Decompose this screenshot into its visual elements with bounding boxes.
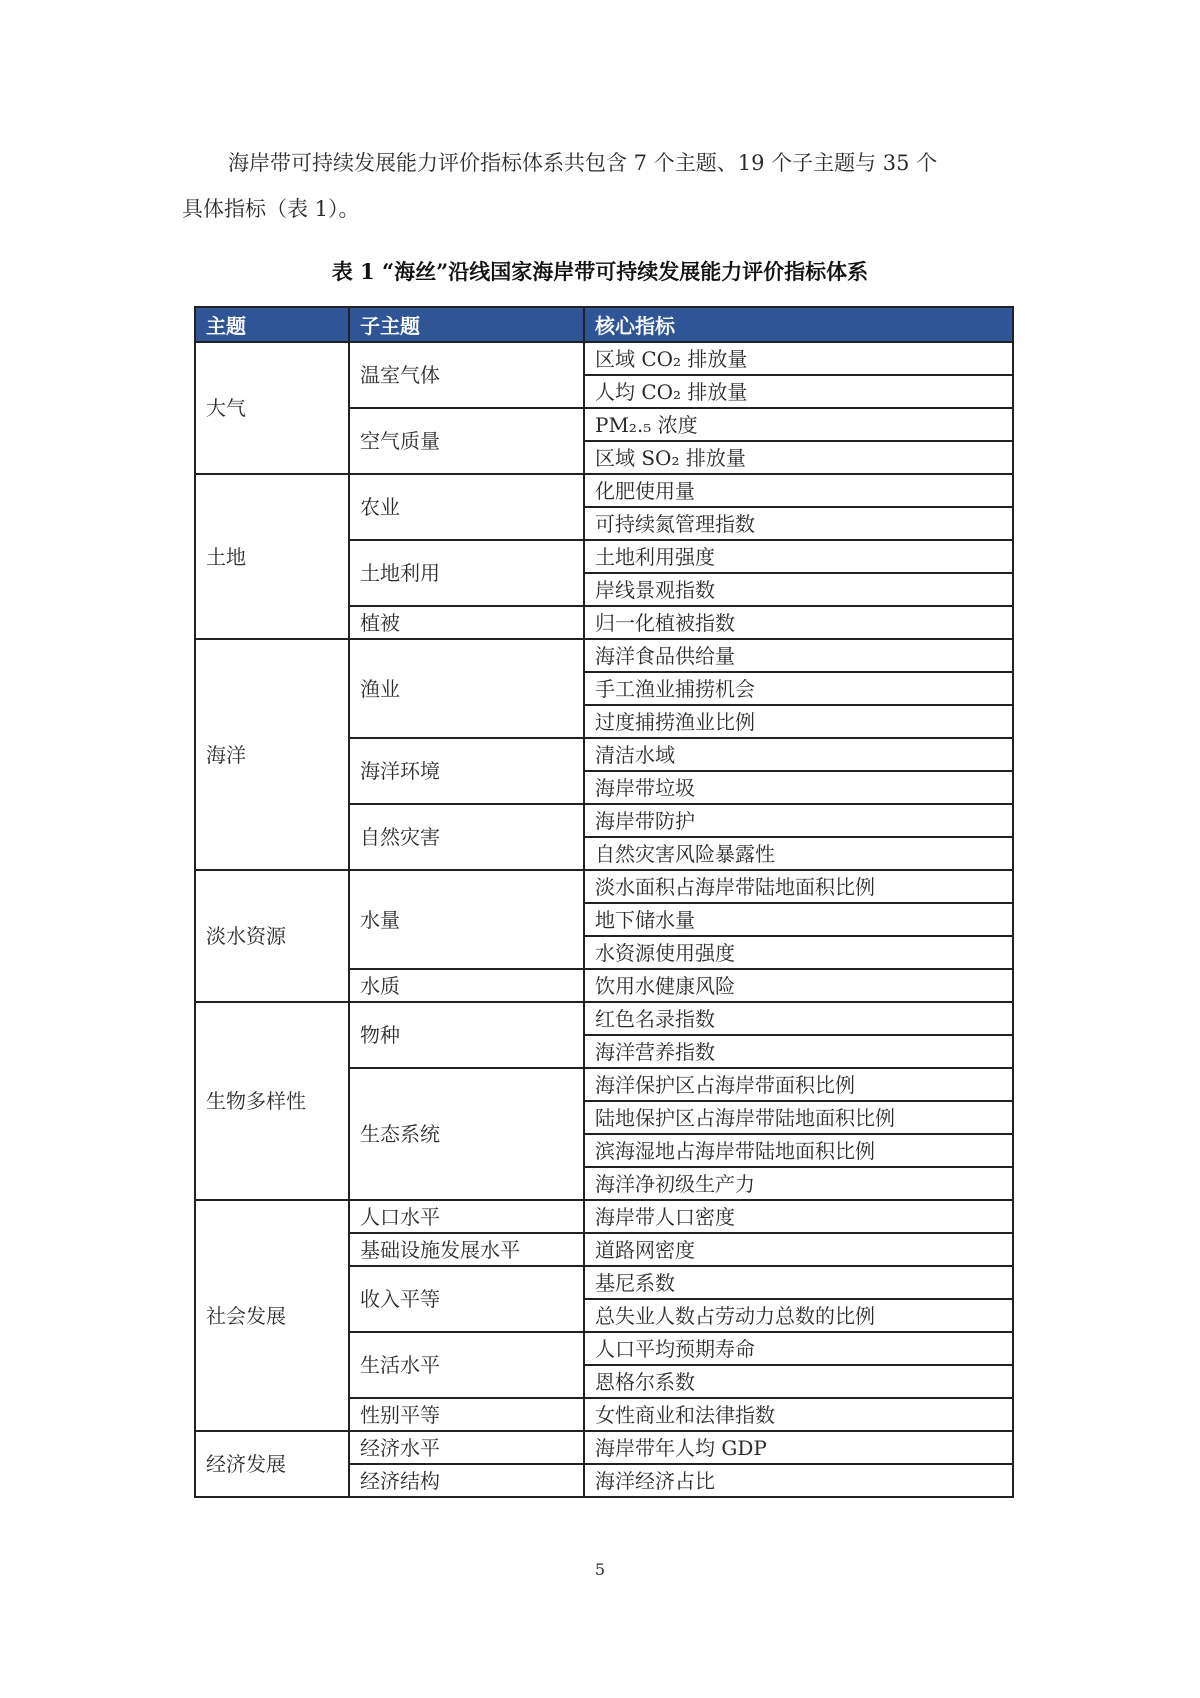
- indicator-cell: 海洋净初级生产力: [584, 1167, 1013, 1200]
- table-caption: 表 1 “海丝”沿线国家海岸带可持续发展能力评价指标体系: [331, 259, 869, 284]
- indicator-cell: 归一化植被指数: [584, 606, 1013, 639]
- table-header-row: [195, 307, 1013, 342]
- indicator-cell: 清洁水域: [584, 738, 1013, 771]
- subtheme-cell: 经济水平: [349, 1431, 584, 1464]
- paragraph-text-2: 具体指标（表 1）。: [182, 197, 360, 221]
- indicator-cell: 海岸带年人均 GDP: [584, 1431, 1013, 1464]
- indicator-cell: 陆地保护区占海岸带陆地面积比例: [584, 1101, 1013, 1134]
- subtheme-cell: 自然灾害: [349, 804, 584, 870]
- header-subtheme: 子主题: [349, 307, 584, 342]
- table-row: [195, 474, 1013, 507]
- indicator-cell: 地下储水量: [584, 903, 1013, 936]
- indicator-cell: 恩格尔系数: [584, 1365, 1013, 1398]
- theme-cell: 社会发展: [195, 1200, 349, 1431]
- indicator-cell: 区域 CO₂ 排放量: [584, 342, 1013, 375]
- theme-cell: 海洋: [195, 639, 349, 870]
- indicator-cell: 岸线景观指数: [584, 573, 1013, 606]
- indicator-cell: 自然灾害风险暴露性: [584, 837, 1013, 870]
- theme-cell: 大气: [195, 342, 349, 474]
- subtheme-cell: 植被: [349, 606, 584, 639]
- indicator-cell: 总失业人数占劳动力总数的比例: [584, 1299, 1013, 1332]
- theme-cell: 淡水资源: [195, 870, 349, 1002]
- indicator-cell: 人均 CO₂ 排放量: [584, 375, 1013, 408]
- subtheme-cell: 经济结构: [349, 1464, 584, 1497]
- indicator-cell: 土地利用强度: [584, 540, 1013, 573]
- indicator-cell: 女性商业和法律指数: [584, 1398, 1013, 1431]
- subtheme-cell: 人口水平: [349, 1200, 584, 1233]
- indicator-cell: PM₂.₅ 浓度: [584, 408, 1013, 441]
- indicator-cell: 海洋营养指数: [584, 1035, 1013, 1068]
- subtheme-cell: 物种: [349, 1002, 584, 1068]
- page-number: 5: [594, 1560, 606, 1579]
- indicator-cell: 过度捕捞渔业比例: [584, 705, 1013, 738]
- subtheme-cell: 土地利用: [349, 540, 584, 606]
- subtheme-cell: 空气质量: [349, 408, 584, 474]
- paragraph-text-1: 海岸带可持续发展能力评价指标体系共包含 7 个主题、19 个子主题与 35 个: [228, 151, 938, 175]
- table-row: [195, 639, 1013, 672]
- indicator-cell: 水资源使用强度: [584, 936, 1013, 969]
- indicator-table: [194, 306, 1014, 1498]
- indicator-cell: 海岸带垃圾: [584, 771, 1013, 804]
- indicator-cell: 红色名录指数: [584, 1002, 1013, 1035]
- subtheme-cell: 生活水平: [349, 1332, 584, 1398]
- body-paragraph-line-2: [182, 186, 1032, 232]
- indicator-cell: 海洋经济占比: [584, 1464, 1013, 1497]
- subtheme-cell: 水量: [349, 870, 584, 969]
- table-row: [195, 1002, 1013, 1035]
- table-body: [195, 342, 1013, 1497]
- subtheme-cell: 收入平等: [349, 1266, 584, 1332]
- indicator-cell: 淡水面积占海岸带陆地面积比例: [584, 870, 1013, 903]
- theme-cell: 土地: [195, 474, 349, 639]
- table-row: [195, 870, 1013, 903]
- indicator-cell: 道路网密度: [584, 1233, 1013, 1266]
- table-row: [195, 1200, 1013, 1233]
- table-row: [195, 342, 1013, 375]
- header-indicator: 核心指标: [584, 307, 1013, 342]
- indicator-cell: 滨海湿地占海岸带陆地面积比例: [584, 1134, 1013, 1167]
- subtheme-cell: 水质: [349, 969, 584, 1002]
- table-row: [195, 1431, 1013, 1464]
- indicator-cell: 手工渔业捕捞机会: [584, 672, 1013, 705]
- indicator-cell: 基尼系数: [584, 1266, 1013, 1299]
- indicator-cell: 区域 SO₂ 排放量: [584, 441, 1013, 474]
- subtheme-cell: 基础设施发展水平: [349, 1233, 584, 1266]
- indicator-cell: 海洋食品供给量: [584, 639, 1013, 672]
- subtheme-cell: 生态系统: [349, 1068, 584, 1200]
- subtheme-cell: 海洋环境: [349, 738, 584, 804]
- body-paragraph-line-1: [182, 140, 1032, 186]
- subtheme-cell: 性别平等: [349, 1398, 584, 1431]
- subtheme-cell: 温室气体: [349, 342, 584, 408]
- indicator-cell: 海洋保护区占海岸带面积比例: [584, 1068, 1013, 1101]
- indicator-cell: 人口平均预期寿命: [584, 1332, 1013, 1365]
- theme-cell: 经济发展: [195, 1431, 349, 1497]
- indicator-cell: 饮用水健康风险: [584, 969, 1013, 1002]
- subtheme-cell: 农业: [349, 474, 584, 540]
- indicator-cell: 化肥使用量: [584, 474, 1013, 507]
- theme-cell: 生物多样性: [195, 1002, 349, 1200]
- subtheme-cell: 渔业: [349, 639, 584, 738]
- indicator-cell: 可持续氮管理指数: [584, 507, 1013, 540]
- header-theme: 主题: [195, 307, 349, 342]
- indicator-cell: 海岸带防护: [584, 804, 1013, 837]
- indicator-cell: 海岸带人口密度: [584, 1200, 1013, 1233]
